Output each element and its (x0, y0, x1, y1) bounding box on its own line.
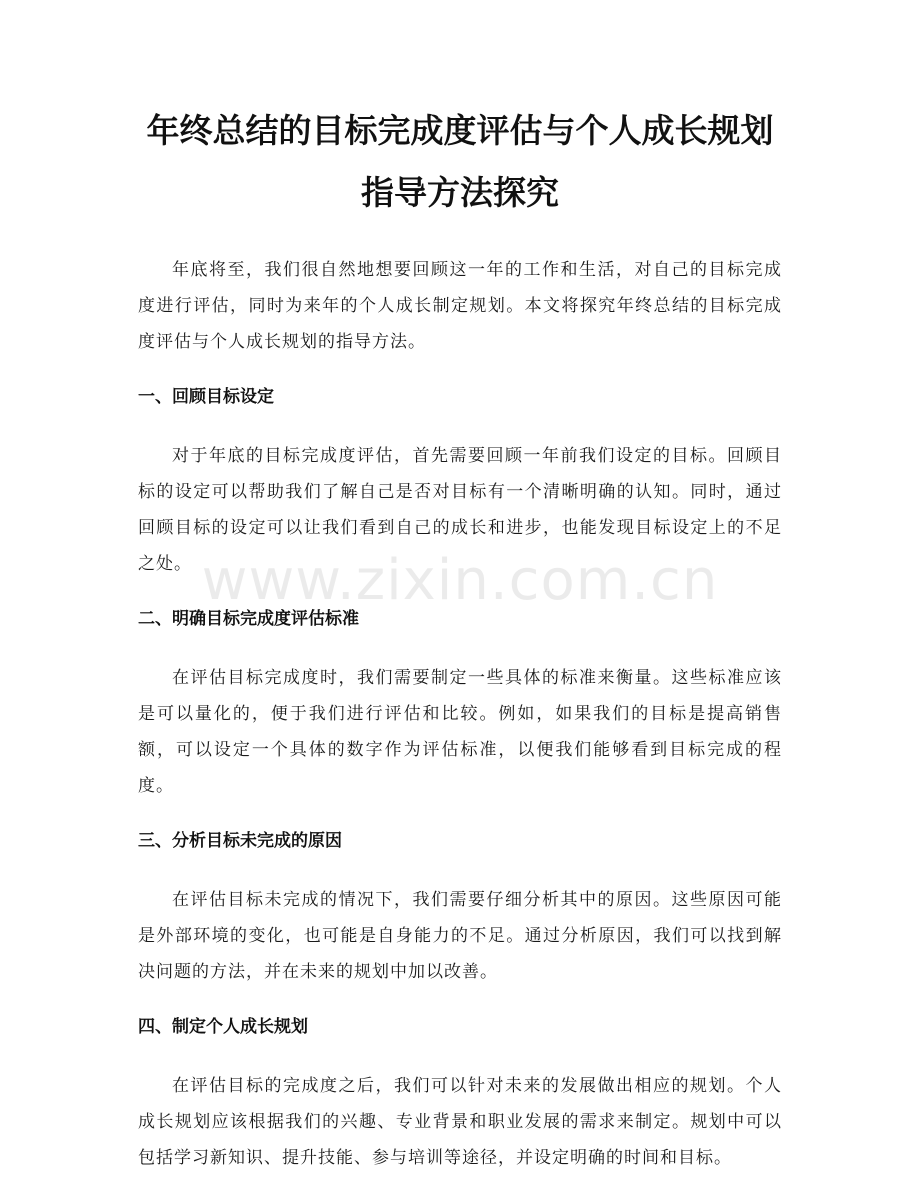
title-line-2: 指导方法探究 (361, 173, 559, 212)
section-2-heading: 二、明确目标完成度评估标准 (138, 609, 359, 629)
section-4-body: 在评估目标的完成度之后，我们可以针对未来的发展做出相应的规划。个人成长规划应该根据我们的兴趣、专业背景和职业发展的需求来制定。规划中可以包括学习新知识、提升技能、参与培训等途径，并设定明确的时间和目标。 (138, 1076, 782, 1168)
section-3-heading: 三、分析目标未完成的原因 (138, 831, 342, 851)
intro-paragraph: 年底将至，我们很自然地想要回顾这一年的工作和生活，对自己的目标完成度进行评估，同时为来年的个人成长制定规划。本文将探究年终总结的目标完成度评估与个人成长规划的指导方法。 (138, 260, 782, 352)
section-3-body: 在评估目标未完成的情况下，我们需要仔细分析其中的原因。这些原因可能是外部环境的变化，也可能是自身能力的不足。通过分析原因，我们可以找到解决问题的方法，并在未来的规划中加以改善。 (138, 890, 782, 982)
page-title (118, 100, 802, 224)
section-1-body: 对于年底的目标完成度评估，首先需要回顾一年前我们设定的目标。回顾目标的设定可以帮助我们了解自己是否对目标有一个清晰明确的认知。同时，通过回顾目标的设定可以让我们看到自己的成长和进步，也能发现目标设定上的不足之处。 (138, 446, 782, 574)
watermark: www.zixin.com.cn (201, 548, 719, 613)
title-line-1: 年终总结的目标完成度评估与个人成长规划 (146, 111, 774, 150)
section-1-heading: 一、回顾目标设定 (138, 387, 274, 407)
section-2-body: 在评估目标完成度时，我们需要制定一些具体的标准来衡量。这些标准应该是可以量化的，便于我们进行评估和比较。例如，如果我们的目标是提高销售额，可以设定一个具体的数字作为评估标准，以便我们能够看到目标完成的程度。 (138, 668, 782, 796)
section-4-heading: 四、制定个人成长规划 (138, 1017, 308, 1037)
